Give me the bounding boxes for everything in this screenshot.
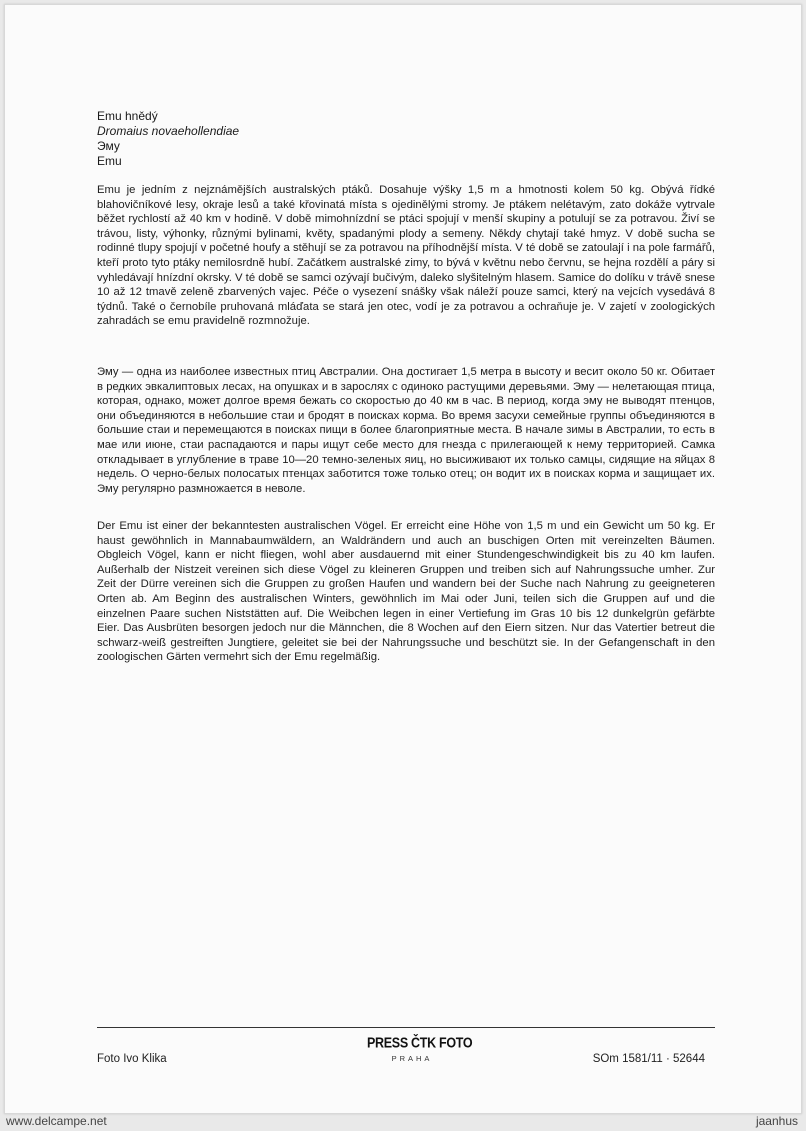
title-czech: Emu hnědý — [97, 109, 158, 123]
watermark-left: www.delcampe.net — [6, 1114, 107, 1128]
paragraph-czech: Emu je jedním z nejznámějších australských ptáků. Dosahuje výšky 1,5 m a hmotnosti kolem 50 kg. Obývá řídké blahovičníkové lesy, okraje lesů a také křovinatá místa s ojedinělými stromy. Je ptákem nelétavým, zato dokáže vytrvale běžet rychlostí až 40 km v hodině. V době mimohnízdní se ptáci spojují v menší skupiny a potulují se za potravou. Živí se trávou, listy, výhonky, různými bylinami, květy, spadanými plody a semeny. Někdy chytají také hmyz. V době sucha se rodinné tlupy spojují v početné houfy a stěhují se za potravou na příhodnější místa. V té době se zatoulají i na pole farmářů, kteří proto tyto ptáky nemilosrdně hubí. Začátkem australské zimy, to bývá v květnu nebo červnu, se hejna rozdělí a páry si vyhledávají hnízdní okrsky. V té době se samci ozývají bučivým, daleko slyšitelným hlasem. Samice do dolíku v trávě snese 10 až 12 tmavě zeleně zbarvených vajec. Péče o vysezení snášky však náleží pouze samci, který na vejcích vysedává 8 týdnů. Také o černobíle pruhovaná mláďata se stará jen otec, vodí je za potravou a ochraňuje je. V zajetí v zoologických zahradách se emu pravidelně rozmnožuje. — [97, 184, 715, 328]
publisher-logo — [367, 1034, 473, 1063]
paragraph-russian: Эму — одна из наиболее известных птиц Австралии. Она достигает 1,5 метра в высоту и весит около 50 кг. Обитает в редких эвкалиптовых лесах, на опушках и в зарослях с одиноко растущими деревьями. Эму — нелетающая птица, которая, однако, может долгое время бежать со скоростью до 40 км в час. В период, когда эму не выводят птенцов, они объединяются в небольшие стаи и бродят в поисках корма. Во время засухи семейные группы объединяются в большие стаи и перемещаются в поисках пищи в более благоприятные места. В начале зимы в Австралии, то есть в мае или июне, стаи распадаются и пары ищут себе место для гнезда с прилегающей к нему территорией. Самка откладывает в углубление в траве 10—20 темно-зеленых яиц, но высиживают их только самцы, сидящие на яйцах 8 недель. О черно-белых полосатых птенцах заботится тоже только отец; он водит их в поисках корма и защищает их. Эму регулярно размножается в неволе. — [97, 366, 715, 495]
paragraph-german: Der Emu ist einer der bekanntesten australischen Vögel. Er erreicht eine Höhe von 1,5 m und ein Gewicht um 50 kg. Er haust gewöhnlich in Mannabaumwäldern, an Waldrändern und auch an buschigen Orten mit vereinzelten Bäumen. Obgleich Vögel, kann er nicht fliegen, wohl aber ausdauernd mit einer Stundengeschwindigkeit bis zu 40 km laufen. Außerhalb der Nistzeit vereinen sich diese Vögel zu kleineren Gruppen und treiben sich auf Nahrungssuche umher. Zur Zeit der Dürre vereinen sich die Gruppen zu großen Haufen und wandern bei der Suche nach Nahrung zu geeigneteren Orten ab. Am Beginn des australischen Winters, gewöhnlich im Mai oder Juni, teilen sich die Gruppen auf und die einzelnen Paare suchen Niststätten auf. Die Weibchen legen in einer Vertiefung im Gras 10 bis 12 dunkelgrün gefärbte Eier. Das Ausbrüten besorgen jedoch nur die Männchen, die 8 Wochen auf den Eiern sitzen. Nur das Vatertier betreut die schwarz-weiß gestreiften Jungtiere, geleitet sie bei der Nahrungssuche und beschützt sie. In der Gefangenschaft in den zoologischen Gärten vermehrt sich der Emu regelmäßig. — [97, 520, 715, 664]
title-german: Emu — [97, 154, 122, 168]
species-titles — [97, 109, 239, 169]
footer-divider — [97, 1027, 715, 1028]
title-russian: Эму — [97, 139, 120, 153]
photo-credit: Foto Ivo Klika — [97, 1053, 167, 1065]
catalog-number: SOm 1581/11 · 52644 — [592, 1053, 705, 1065]
postcard-back — [4, 4, 802, 1114]
title-latin: Dromaius novaehollendiae — [97, 124, 240, 138]
publisher-city: PRAHA — [391, 1054, 433, 1063]
watermark-right: jaanhus — [755, 1114, 798, 1128]
publisher-logo-text: PRESS ČTK FOTO — [367, 1034, 473, 1052]
